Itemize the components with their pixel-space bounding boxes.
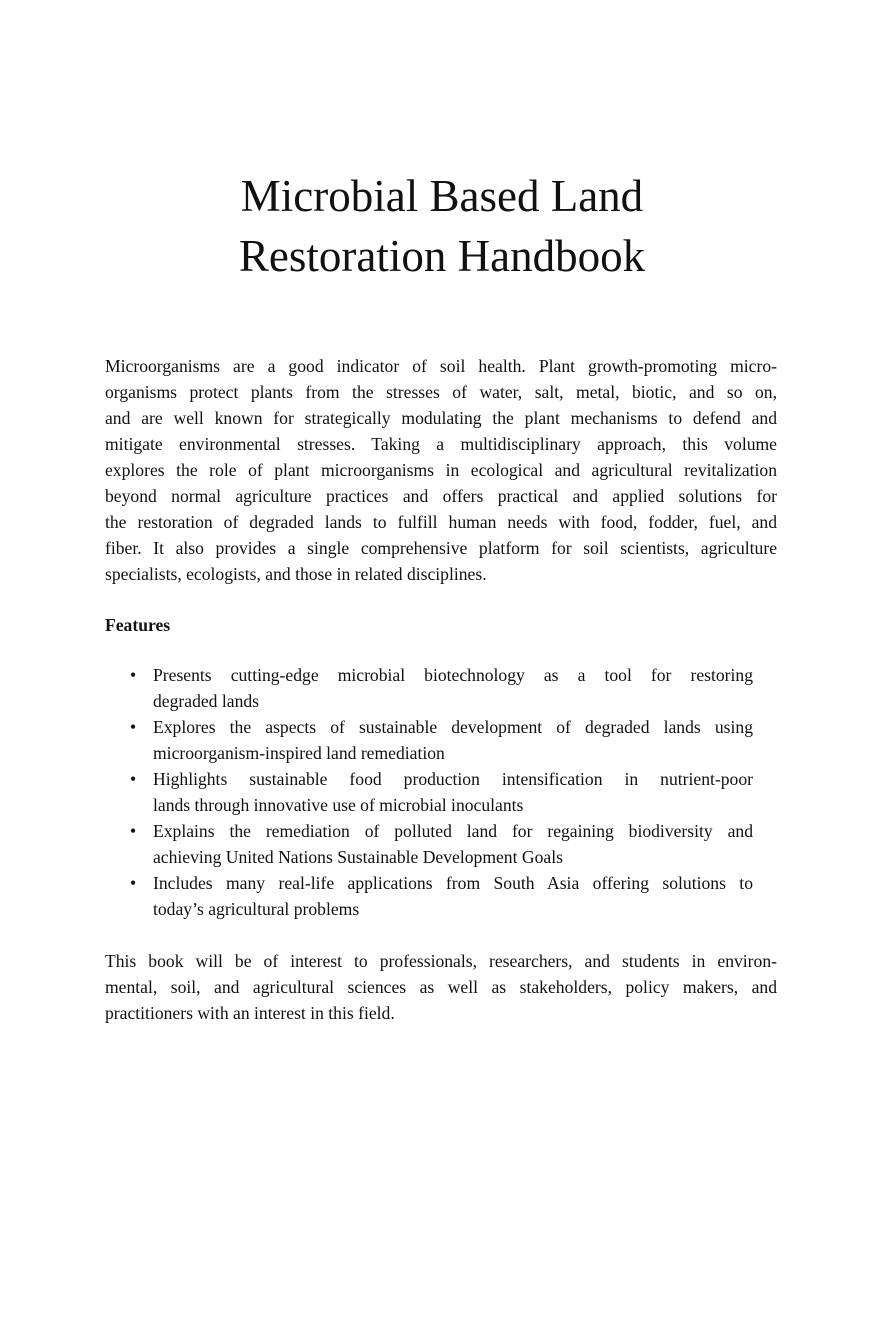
bullet-icon: • (130, 821, 137, 841)
closing-paragraph (105, 948, 777, 1026)
text-line: Microorganisms are a good indicator of soil health. Plant growth-promoting micro- (105, 356, 777, 376)
bullet-icon: • (130, 717, 137, 737)
text-line: Explores the aspects of sustainable development of degraded lands using (153, 717, 753, 737)
intro-paragraph (105, 353, 777, 587)
text-line: Presents cutting-edge microbial biotechnology as a tool for restoring (153, 665, 753, 685)
text-line: and are well known for strategically modulating the plant mechanisms to defend and (105, 408, 777, 428)
text-line: specialists, ecologists, and those in related disciplines. (105, 564, 487, 584)
feature-item (130, 714, 753, 766)
text-line: Highlights sustainable food production intensification in nutrient-poor (153, 769, 753, 789)
text-line: mitigate environmental stresses. Taking a multidisciplinary approach, this volume (105, 434, 777, 454)
text-line: Includes many real-life applications from South Asia offering solutions to (153, 873, 753, 893)
text-line: practitioners with an interest in this field. (105, 1003, 395, 1023)
text-line: achieving United Nations Sustainable Development Goals (153, 847, 563, 867)
text-line: organisms protect plants from the stresses of water, salt, metal, biotic, and so on, (105, 382, 777, 402)
book-title (0, 166, 884, 286)
title-line: Restoration Handbook (238, 231, 646, 281)
text-line: microorganism-inspired land remediation (153, 743, 445, 763)
title-line: Microbial Based Land (240, 171, 644, 221)
features-heading: Features (105, 615, 171, 635)
text-line: lands through innovative use of microbial inoculants (153, 795, 524, 815)
text-line: beyond normal agriculture practices and offers practical and applied solutions for (105, 486, 777, 506)
text-line: Explains the remediation of polluted land for regaining biodiversity and (153, 821, 753, 841)
bullet-icon: • (130, 665, 137, 685)
text-line: the restoration of degraded lands to fulfill human needs with food, fodder, fuel, and (105, 512, 777, 532)
text-line: degraded lands (153, 691, 260, 711)
feature-item (130, 766, 753, 818)
features-list (130, 662, 753, 922)
text-line: This book will be of interest to professionals, researchers, and students in environ- (105, 951, 777, 971)
feature-item (130, 662, 753, 714)
bullet-icon: • (130, 769, 137, 789)
feature-item (130, 818, 753, 870)
text-line: mental, soil, and agricultural sciences as well as stakeholders, policy makers, and (105, 977, 777, 997)
text-line: explores the role of plant microorganisms in ecological and agricultural revitalization (105, 460, 777, 480)
feature-item (130, 870, 753, 922)
text-line: fiber. It also provides a single comprehensive platform for soil scientists, agriculture (105, 538, 777, 558)
bullet-icon: • (130, 873, 137, 893)
text-line: today’s agricultural problems (153, 899, 360, 919)
